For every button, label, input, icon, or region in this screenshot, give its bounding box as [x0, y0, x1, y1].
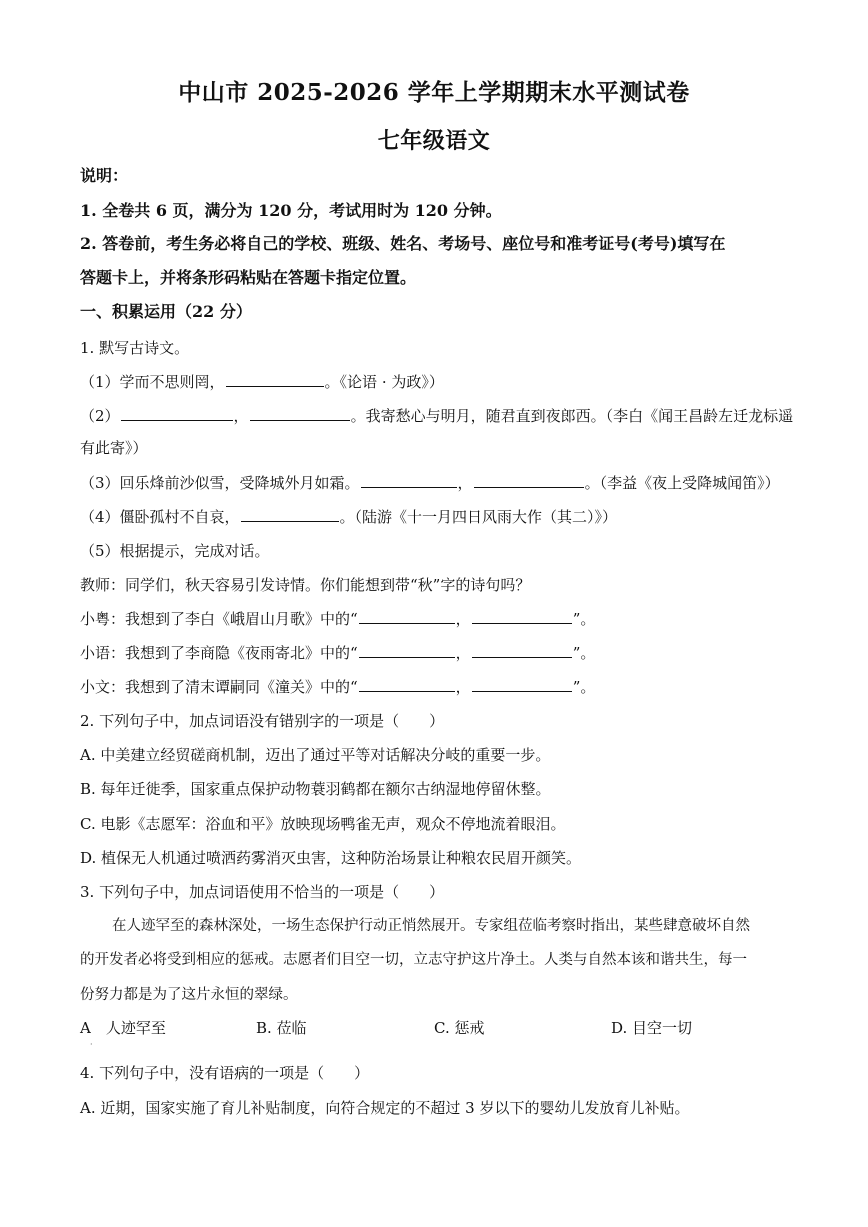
answer-blank — [121, 406, 233, 421]
answer-blank — [472, 609, 572, 624]
text: 。我寄愁心与明月，随君直到夜郎西。（李白《闻王昌龄左迁龙标遥 — [350, 407, 794, 425]
dialogue-xiaoyue — [80, 609, 790, 629]
text: 。《论语 · 为政》） — [324, 373, 444, 391]
question-4-stem: 4. 下列句子中，没有语病的一项是（ ） — [80, 1064, 370, 1082]
dialogue-xiaoyu — [80, 643, 790, 663]
question-1-stem: 1. 默写古诗文。 — [80, 339, 190, 357]
question-1-part-5: （5）根据提示，完成对话。 — [80, 542, 270, 560]
text: ”。 — [572, 644, 596, 662]
answer-blank — [226, 372, 324, 387]
question-3-passage-line-1: 在人迹罕至的森林深处，一场生态保护行动正悄然展开。专家组莅临考察时指出，某些肆意破坏自然 — [112, 918, 750, 934]
question-3-passage-line-3: 份努力都是为了这片永恒的翠绿。 — [80, 987, 298, 1003]
text: ”。 — [572, 610, 596, 628]
question-1-part-1 — [80, 372, 790, 392]
answer-blank — [359, 643, 455, 658]
question-3-option-b: B. 莅临 — [256, 1019, 307, 1037]
question-1-part-4 — [80, 507, 790, 527]
question-3-option-c: C. 惩戒 — [434, 1019, 485, 1037]
text: ， — [455, 678, 471, 696]
answer-blank — [250, 406, 350, 421]
text: 。（陆游《十一月四日风雨大作（其二）》） — [339, 508, 618, 526]
question-4-option-a: A. 近期，国家实施了育儿补贴制度，向符合规定的不超过 3 岁以下的婴幼儿发放育儿补贴。 — [80, 1099, 690, 1117]
text: 小粤：我想到了李白《峨眉山月歌》中的“ — [80, 610, 358, 628]
exam-title: 中山市 2025-2026 学年上学期期末水平测试卷 — [178, 79, 690, 106]
exam-subtitle: 七年级语文 — [377, 128, 491, 154]
instruction-item-2-cont: 答题卡上，并将条形码粘贴在答题卡指定位置。 — [80, 268, 417, 287]
text: （3）回乐烽前沙似雪，受降城外月如霜。 — [80, 474, 360, 492]
answer-blank — [472, 677, 572, 692]
question-1-part-3 — [80, 473, 790, 493]
dialogue-xiaowen — [80, 677, 790, 697]
text: ， — [455, 644, 471, 662]
instruction-item-1: 1. 全卷共 6 页，满分为 120 分，考试用时为 120 分钟。 — [80, 201, 502, 220]
question-2-option-d: D. 植保无人机通过喷洒药雾消灭虫害，这种防治场景让种粮农民眉开颜笑。 — [80, 849, 582, 867]
question-1-part-2 — [80, 406, 794, 426]
answer-blank — [472, 643, 572, 658]
text: 小语：我想到了李商隐《夜雨寄北》中的“ — [80, 644, 358, 662]
question-3-option-d: D. 目空一切 — [611, 1019, 693, 1037]
question-1-part-2-cont: 有此寄》） — [80, 439, 148, 457]
text: （2） — [80, 407, 120, 425]
stray-mark: · — [90, 1040, 93, 1049]
question-2-option-b: B. 每年迁徙季，国家重点保护动物蓑羽鹤都在额尔古纳湿地停留休整。 — [80, 780, 551, 798]
answer-blank — [359, 609, 455, 624]
question-2-option-c: C. 电影《志愿军：浴血和平》放映现场鸭雀无声，观众不停地流着眼泪。 — [80, 815, 566, 833]
answer-blank — [361, 473, 457, 488]
text: ， — [233, 407, 249, 425]
text: ， — [455, 610, 471, 628]
question-2-option-a: A. 中美建立经贸磋商机制，迈出了通过平等对话解决分岐的重要一步。 — [80, 746, 551, 764]
instruction-item-2: 2. 答卷前，考生务必将自己的学校、班级、姓名、考场号、座位号和准考证号(考号)填写在 — [80, 234, 726, 253]
answer-blank — [474, 473, 584, 488]
answer-blank — [359, 677, 455, 692]
section-heading: 一、积累运用（22 分） — [80, 302, 252, 321]
text: ”。 — [572, 678, 596, 696]
question-3-passage-line-2: 的开发者必将受到相应的惩戒。志愿者们目空一切，立志守护这片净土。人类与自然本该和谐共生，每一 — [80, 952, 747, 968]
instructions-label: 说明： — [80, 166, 129, 185]
answer-blank — [241, 507, 339, 522]
text: 。（李益《夜上受降城闻笛》） — [584, 474, 780, 492]
text: （1）学而不思则罔， — [80, 373, 225, 391]
text: 小文：我想到了清末谭嗣同《潼关》中的“ — [80, 678, 358, 696]
teacher-dialogue: 教师：同学们，秋天容易引发诗情。你们能想到带“秋”字的诗句吗？ — [80, 576, 531, 594]
text: ， — [457, 474, 473, 492]
question-3-option-a: A 人迹罕至 — [80, 1019, 166, 1037]
question-3-stem: 3. 下列句子中，加点词语使用不恰当的一项是（ ） — [80, 883, 445, 901]
text: （4）僵卧孤村不自哀， — [80, 508, 240, 526]
question-2-stem: 2. 下列句子中，加点词语没有错别字的一项是（ ） — [80, 712, 445, 730]
